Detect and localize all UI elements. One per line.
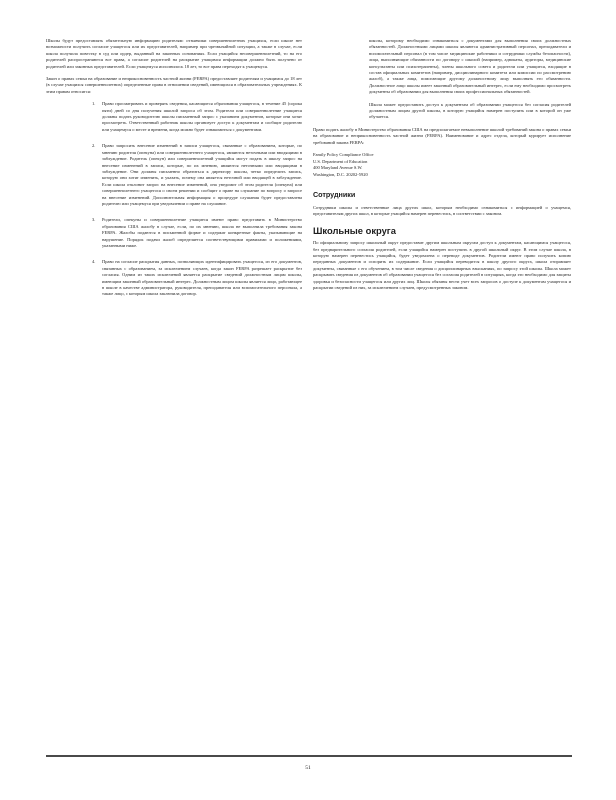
rights-list [46, 101, 302, 298]
list-item-number: 3. [92, 217, 96, 223]
intro-paragraph-1: Школы будут предоставлять обязательную информацию родителям: отзывчики совершеннолетних учащихся, если школе нет возможности получить согласие учащегося или их представителей, например при чрезвычайной ситуации, а также в случае, если школа получила повестку в суд или ордер, выданный на законных основаниях. Если учащийся несовершеннолетний, то на его родителей распространяются все права, а согласие родителей на раскрытие учащимся информации должно быть получено от родителей или законных представителей. Если учащемуся исполнилось 18 лет, то все права переходят к учащемуся. [46, 38, 302, 69]
section-paragraph: По официальному запросу школьный округ предоставит другим школьным округам доступ к документам, касающимся учащегося, без предварительного согласия родителей, если учащийся намерен поступить в другой школьный округ. В этом случае школа, в которую намерен перевестись учащийся, будет уведомлена о переводе документов. Родители имеют право получить копию переданных документов и оспорить их содержание. Если учащийся переводится в школу другого округа, школа отправляет документы, связанные с его обучением, в том числе сведения о дисциплинарных взысканиях, по запросу этой школы. Школа может раскрывать сведения из документов об образовании учащегося без согласия родителей в ситуациях, когда это необходимо для защиты здоровья и безопасности учащегося или других лиц. Школы обязаны вести учет всех запросов о доступе к документам учащегося и раскрытии сведений из них, за исключением случаев, предусмотренных законом. [313, 240, 571, 290]
list-item-text: Право на согласие раскрытия данных, позволяющих идентифицировать учащегося, из его документов, связанных с образованием, за исключением случаев, когда закон FERPA разрешает раскрытие без согласия. Одним из таких исключений является раскрытие сведений должностным лицам школы, имеющим законный образовательный интерес. Должностным лицом школы является лицо, работающее в школе в качестве администратора, руководителя, преподавателя или вспомогательного персонала, а также лицо, с которым школа заключила договор. [102, 259, 302, 297]
list-item [46, 217, 302, 249]
right-column [313, 38, 571, 297]
continued-paragraph: школы, которому необходимо ознакомиться с документами для выполнения своих должностных обязанностей. Должностными лицами школы являются административный персонал, преподаватели и вспомогательный персонал (в том числе медицинские работники и сотрудники службы безопасности), лица, выполняющие обязанности по договору с школой (например, адвокаты, аудиторы, медицинские консультанты или психотерапевты), члены школьного совета и родители или учащиеся, входящие в состав официальных комитетов (например, дисциплинарного комитета или комиссии по рассмотрению жалоб), а также лица, помогающие другому должностному лицу выполнять его обязанности. Должностное лицо школы имеет законный образовательный интерес, если ему необходимо просмотреть документы об образовании для выполнения своих профессиональных обязанностей. [369, 38, 571, 95]
list-item-text: Родители, опекуны и совершеннолетние учащиеся имеют право представить в Министерство образования США жалобу в случае, если, по их мнению, школа не выполнила требования закона FERPA. Жалобы подаются в письменной форме и содержат конкретные факты, указывающие на нарушение. Порядок подачи жалоб определяется соответствующими правилами и положениями, указанными ниже. [102, 217, 302, 248]
list-item [46, 259, 302, 297]
left-column [46, 38, 302, 308]
page-number: 51 [305, 765, 311, 771]
address-line: U.S. Department of Education [313, 158, 368, 164]
list-item-number: 4. [92, 259, 96, 265]
transfer-paragraph: Школа может предоставить доступ к документам об образовании учащегося без согласия родителей должностным лицам другой школы, в которую учащийся намерен поступить или в которой он уже обучается. [369, 101, 571, 120]
complaint-paragraph: Право подать жалобу в Министерство образования США на предполагаемое невыполнение школой требований закона о правах семьи на образование и неприкосновенность частной жизни (FERPA). Наименование и адрес отдела, который курирует исполнение требований закона FERPA: [313, 126, 571, 145]
footer-divider [46, 755, 572, 757]
list-item-number: 1. [92, 101, 96, 107]
intro-paragraph-2: Закон о правах семьи на образование и неприкосновенность частной жизни (FERPA) предоставляет родителям и учащимся до 18 лет (в случае учащихся совершеннолетних) определенные права в отношении сведений, имеющихся в образовательных учреждениях. К этим правам относятся: [46, 76, 302, 94]
address-line: 400 Maryland Avenue S.W. [313, 165, 363, 171]
address-block [313, 152, 571, 178]
list-item-text: Право просматривать и проверять сведения, касающиеся образования учащегося, в течение 45 (сорока пяти) дней со дня получения школой запроса об этом. Родители или совершеннолетние учащиеся должны подать руководителю школы письменный запрос с указанием документов, которые они хотят просмотреть. Ответственный работник школы организует доступ к документам и сообщит родителю или учащемуся о месте и времени, когда можно будет ознакомиться с документами. [102, 101, 302, 132]
subsection-paragraph: Сотрудники школы и ответственные лица других школ, которым необходимо ознакомиться с информацией о учащемся, представителям других школ, в которые учащийся намерен перевестись, в соответствии с законом. [313, 204, 571, 217]
subsection-heading: Сотрудники [313, 190, 356, 200]
list-item [46, 143, 302, 207]
address-line: Washington, D.C. 20202-5920 [313, 171, 368, 177]
list-item-text: Право запросить внесение изменений в записи учащегося, связанные с образованием, которые, по мнению родителя (опекуна) или совершеннолетнего учащегося, являются неточными или вводящими в заблуждение. Родитель (опекун) или совершеннолетний учащийся могут подать в школу запрос на внесение изменений в записи, которые, по их мнению, являются неточными или вводящими в заблуждение. Они должны письменно обратиться к директору школы, четко определить запись, которую они хотят изменить, и указать, почему она является неточной или вводящей в заблуждение. Если школа отклонит запрос на внесение изменений, она уведомит об этом родителя (опекуна) или совершеннолетнего учащегося о своем решении и сообщит о праве на слушание по вопросу о запросе на внесение изменений. Дополнительная информация о процедуре слушания будет предоставлена родителю или учащемуся при уведомлении о праве на слушание. [102, 143, 302, 206]
list-item-number: 2. [92, 143, 96, 149]
list-item [46, 101, 302, 133]
section-heading: Школьные округа [313, 224, 396, 236]
address-line: Family Policy Compliance Office [313, 152, 374, 158]
